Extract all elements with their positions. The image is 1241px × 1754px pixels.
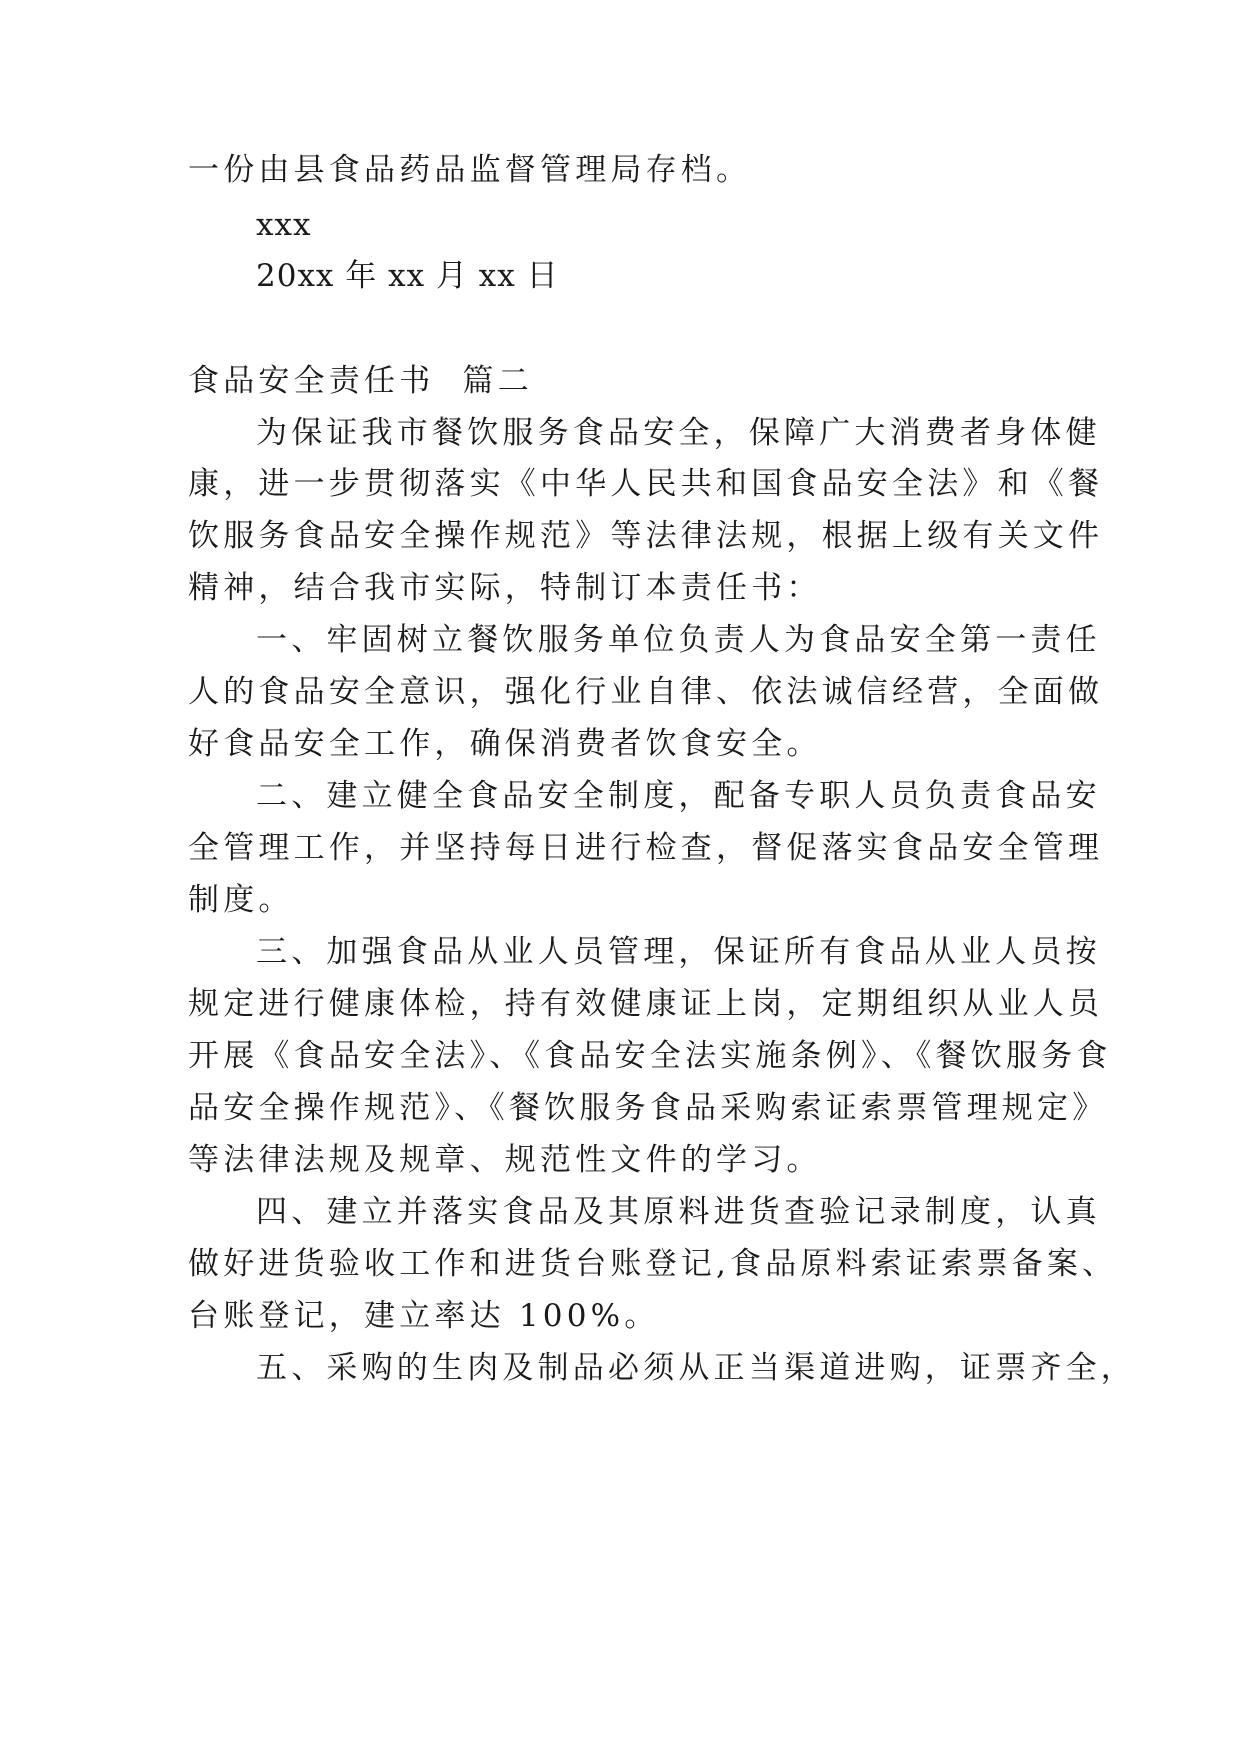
paragraph-2-line: 二、建立健全食品安全制度，配备专职人员负责食品安 bbox=[256, 778, 1101, 814]
paragraph-2-line: 制度。 bbox=[188, 882, 294, 918]
paragraph-1-line: 一、牢固树立餐饮服务单位负责人为食品安全第一责任 bbox=[256, 622, 1101, 658]
paragraph-intro-line: 为保证我市餐饮服务食品安全，保障广大消费者身体健 bbox=[256, 415, 1101, 451]
paragraph-1-line: 人的食品安全意识，强化行业自律、依法诚信经营，全面做 bbox=[188, 674, 1104, 710]
signature: xxx bbox=[256, 207, 312, 243]
paragraph-intro-line: 精神，结合我市实际，特制订本责任书： bbox=[188, 570, 822, 606]
paragraph-3-line: 品安全操作规范》、《餐饮服务食品采购索证索票管理规定》 bbox=[188, 1090, 1108, 1126]
paragraph-4-line: 台账登记，建立率达 100%。 bbox=[188, 1298, 660, 1334]
paragraph-intro-line: 康，进一步贯彻落实《中华人民共和国食品安全法》和《餐 bbox=[188, 466, 1104, 502]
paragraph-3-line: 三、加强食品从业人员管理，保证所有食品从业人员按 bbox=[256, 934, 1101, 970]
section-title: 食品安全责任书 篇二 bbox=[188, 363, 533, 399]
date-line: 20xx 年 xx 月 xx 日 bbox=[256, 258, 559, 294]
paragraph-4-line: 做好进货验收工作和进货台账登记,食品原料索证索票备案、 bbox=[188, 1246, 1118, 1282]
paragraph-1-line: 好食品安全工作，确保消费者饮食安全。 bbox=[188, 726, 822, 762]
paragraph-4-line: 四、建立并落实食品及其原料进货查验记录制度，认真 bbox=[256, 1194, 1101, 1230]
paragraph-3-line: 开展《食品安全法》、《食品安全法实施条例》、《餐饮服务食 bbox=[188, 1038, 1112, 1074]
paragraph-5-line: 五、采购的生肉及制品必须从正当渠道进购，证票齐全， bbox=[256, 1350, 1136, 1386]
paragraph-2-line: 全管理工作，并坚持每日进行检查，督促落实食品安全管理 bbox=[188, 830, 1104, 866]
paragraph-3-line: 规定进行健康体检，持有效健康证上岗，定期组织从业人员 bbox=[188, 986, 1104, 1022]
closing-line: 一份由县食品药品监督管理局存档。 bbox=[188, 152, 752, 188]
paragraph-intro-line: 饮服务食品安全操作规范》等法律法规，根据上级有关文件 bbox=[188, 518, 1104, 554]
paragraph-3-line: 等法律法规及规章、规范性文件的学习。 bbox=[188, 1142, 822, 1178]
